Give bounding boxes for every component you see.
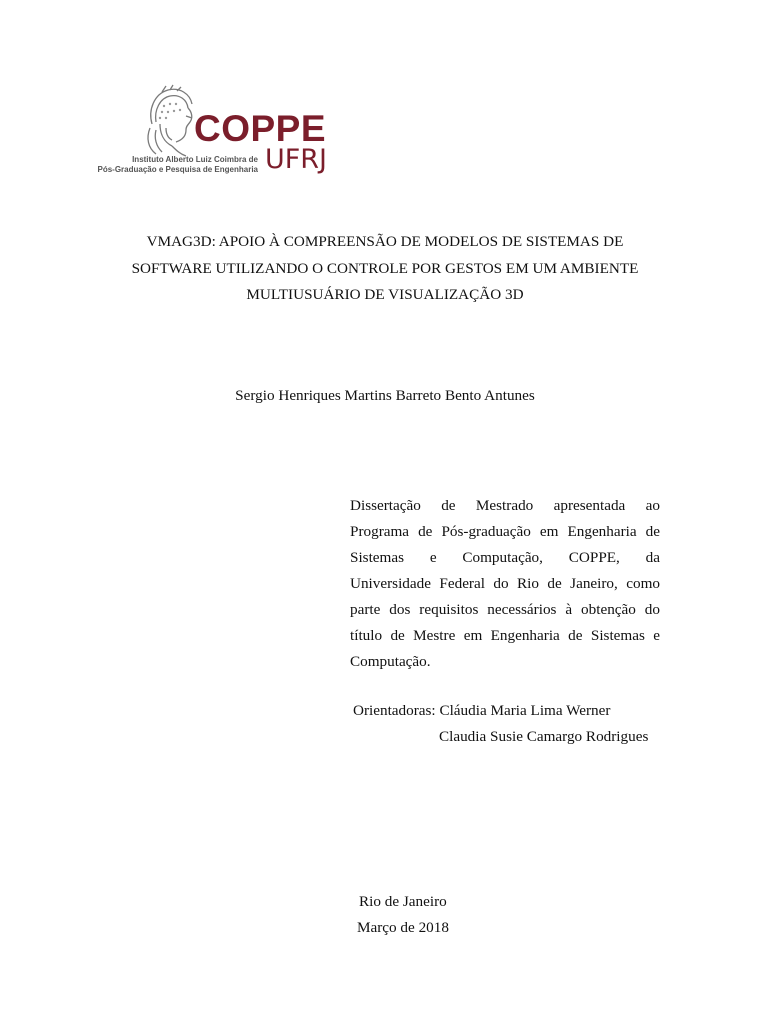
- description-line5: parte dos requisitos necessários à obtenção do: [350, 601, 660, 618]
- description-line6: título de Mestre em Engenharia de Sistemas e: [350, 627, 660, 644]
- thesis-title-line3: MULTIUSUÁRIO DE VISUALIZAÇÃO 3D: [246, 286, 524, 303]
- author-name: Sergio Henriques Martins Barreto Bento Antunes: [235, 387, 535, 404]
- place: Rio de Janeiro: [359, 893, 447, 910]
- advisors-first: Orientadoras: Cláudia Maria Lima Werner: [353, 702, 611, 719]
- description-line1: Dissertação de Mestrado apresentada ao: [350, 497, 660, 514]
- institute-name-line1: Instituto Alberto Luiz Coimbra de: [132, 155, 258, 164]
- thesis-title-line1: VMAG3D: APOIO À COMPREENSÃO DE MODELOS DE SISTEMAS DE: [146, 233, 624, 250]
- description-line2: Programa de Pós-graduação em Engenharia de: [350, 523, 660, 540]
- brand-wordmark: COPPE: [194, 108, 327, 149]
- advisors-second: Claudia Susie Camargo Rodrigues: [439, 728, 649, 745]
- institute-name-line2: Pós-Graduação e Pesquisa de Engenharia: [97, 165, 258, 174]
- thesis-title-line2: SOFTWARE UTILIZANDO O CONTROLE POR GESTOS EM UM AMBIENTE: [131, 260, 639, 277]
- university-wordmark: UFRJ: [265, 144, 328, 175]
- coppe-ufrj-logo: [97, 84, 346, 179]
- description-line4: Universidade Federal do Rio de Janeiro, como: [350, 575, 660, 592]
- description-line3: Sistemas e Computação, COPPE, da: [350, 549, 660, 566]
- date: Março de 2018: [357, 919, 449, 936]
- helmeted-head-emblem-icon: [142, 84, 198, 158]
- description-line7: Computação.: [350, 653, 431, 670]
